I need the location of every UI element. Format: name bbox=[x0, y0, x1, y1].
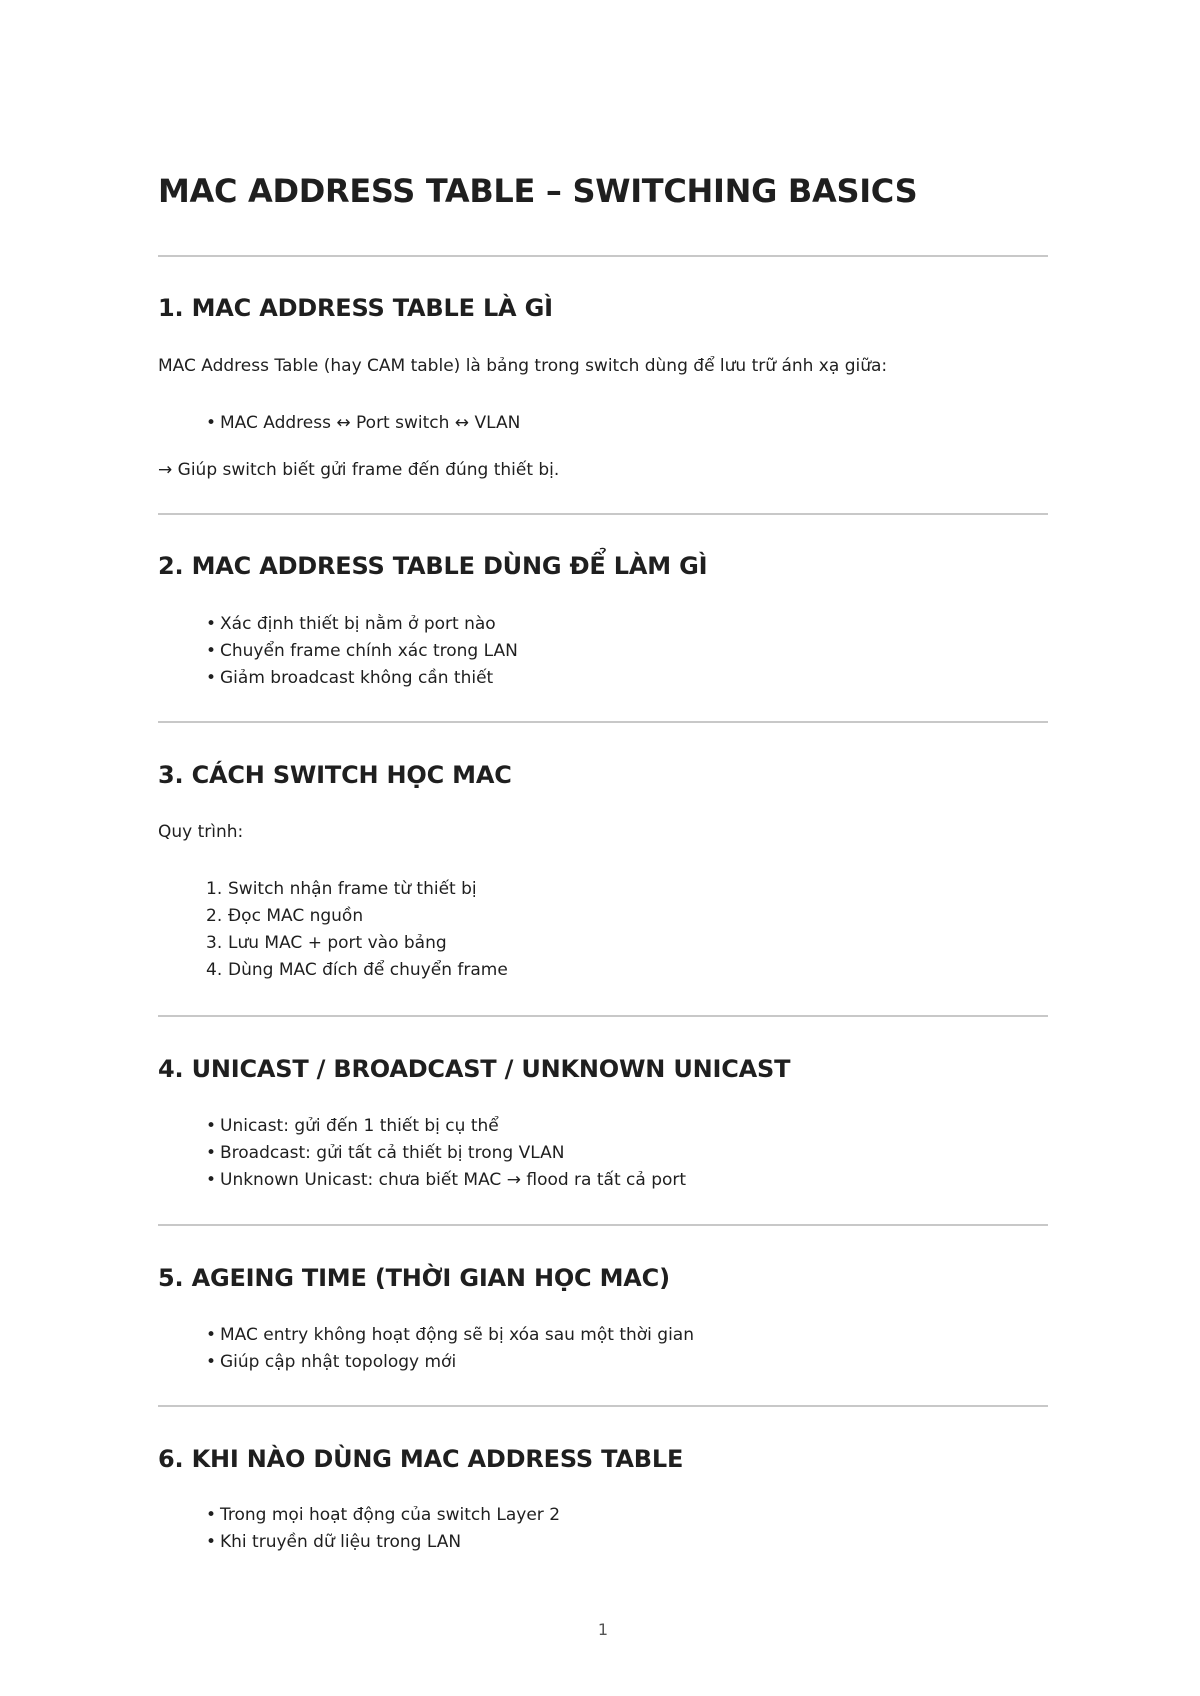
bullet-marker: • bbox=[206, 1116, 217, 1136]
bullet-marker: • bbox=[206, 1143, 217, 1163]
bullet-marker: • bbox=[206, 1170, 217, 1190]
bullet-marker: • bbox=[206, 1532, 217, 1552]
list-item: • Unicast: gửi đến 1 thiết bị cụ thể bbox=[206, 1113, 686, 1140]
step-number: 1. bbox=[206, 879, 223, 899]
section-6-list bbox=[206, 1502, 560, 1556]
list-item: • Giúp cập nhật topology mới bbox=[206, 1349, 694, 1376]
list-item: 2. Đọc MAC nguồn bbox=[206, 903, 508, 930]
section-3-steps bbox=[206, 876, 508, 984]
section-4-heading: 4. UNICAST / BROADCAST / UNKNOWN UNICAST bbox=[158, 1055, 791, 1083]
list-item: • Khi truyền dữ liệu trong LAN bbox=[206, 1529, 560, 1556]
list-item: 1. Switch nhận frame từ thiết bị bbox=[206, 876, 508, 903]
divider bbox=[158, 255, 1048, 257]
divider bbox=[158, 1405, 1048, 1407]
divider bbox=[158, 721, 1048, 723]
list-item: • MAC Address ↔ Port switch ↔ VLAN bbox=[206, 410, 520, 437]
section-1-list bbox=[206, 410, 520, 437]
divider bbox=[158, 513, 1048, 515]
step-number: 2. bbox=[206, 906, 223, 926]
list-item: 4. Dùng MAC đích để chuyển frame bbox=[206, 957, 508, 984]
list-item: • Broadcast: gửi tất cả thiết bị trong VLAN bbox=[206, 1140, 686, 1167]
list-item: 3. Lưu MAC + port vào bảng bbox=[206, 930, 508, 957]
bullet-marker: • bbox=[206, 413, 217, 433]
section-3-intro: Quy trình: bbox=[158, 822, 244, 842]
list-item: • Chuyển frame chính xác trong LAN bbox=[206, 638, 518, 665]
section-5-heading: 5. AGEING TIME (THỜI GIAN HỌC MAC) bbox=[158, 1264, 670, 1292]
section-1-heading: 1. MAC ADDRESS TABLE LÀ GÌ bbox=[158, 294, 553, 322]
bullet-marker: • bbox=[206, 1505, 217, 1525]
page-number: 1 bbox=[597, 1620, 609, 1639]
list-item: • MAC entry không hoạt động sẽ bị xóa sau một thời gian bbox=[206, 1322, 694, 1349]
section-5-list bbox=[206, 1322, 694, 1376]
bullet-marker: • bbox=[206, 614, 217, 634]
section-4-list bbox=[206, 1113, 686, 1194]
step-number: 4. bbox=[206, 960, 223, 980]
section-6-heading: 6. KHI NÀO DÙNG MAC ADDRESS TABLE bbox=[158, 1445, 684, 1473]
document-title: MAC ADDRESS TABLE – SWITCHING BASICS bbox=[158, 172, 918, 210]
bullet-marker: • bbox=[206, 1352, 217, 1372]
list-item: • Trong mọi hoạt động của switch Layer 2 bbox=[206, 1502, 560, 1529]
document-page bbox=[158, 0, 1048, 1696]
bullet-marker: • bbox=[206, 1325, 217, 1345]
bullet-marker: • bbox=[206, 641, 217, 661]
list-item: • Xác định thiết bị nằm ở port nào bbox=[206, 611, 518, 638]
section-1-outro: → Giúp switch biết gửi frame đến đúng thiết bị. bbox=[158, 460, 560, 480]
section-1-intro: MAC Address Table (hay CAM table) là bảng trong switch dùng để lưu trữ ánh xạ giữa: bbox=[158, 356, 888, 376]
list-item: • Unknown Unicast: chưa biết MAC → flood ra tất cả port bbox=[206, 1167, 686, 1194]
divider bbox=[158, 1015, 1048, 1017]
list-item: • Giảm broadcast không cần thiết bbox=[206, 665, 518, 692]
bullet-marker: • bbox=[206, 668, 217, 688]
step-number: 3. bbox=[206, 933, 223, 953]
section-3-heading: 3. CÁCH SWITCH HỌC MAC bbox=[158, 761, 512, 789]
section-2-heading: 2. MAC ADDRESS TABLE DÙNG ĐỂ LÀM GÌ bbox=[158, 552, 708, 580]
section-2-list bbox=[206, 611, 518, 692]
divider bbox=[158, 1224, 1048, 1226]
